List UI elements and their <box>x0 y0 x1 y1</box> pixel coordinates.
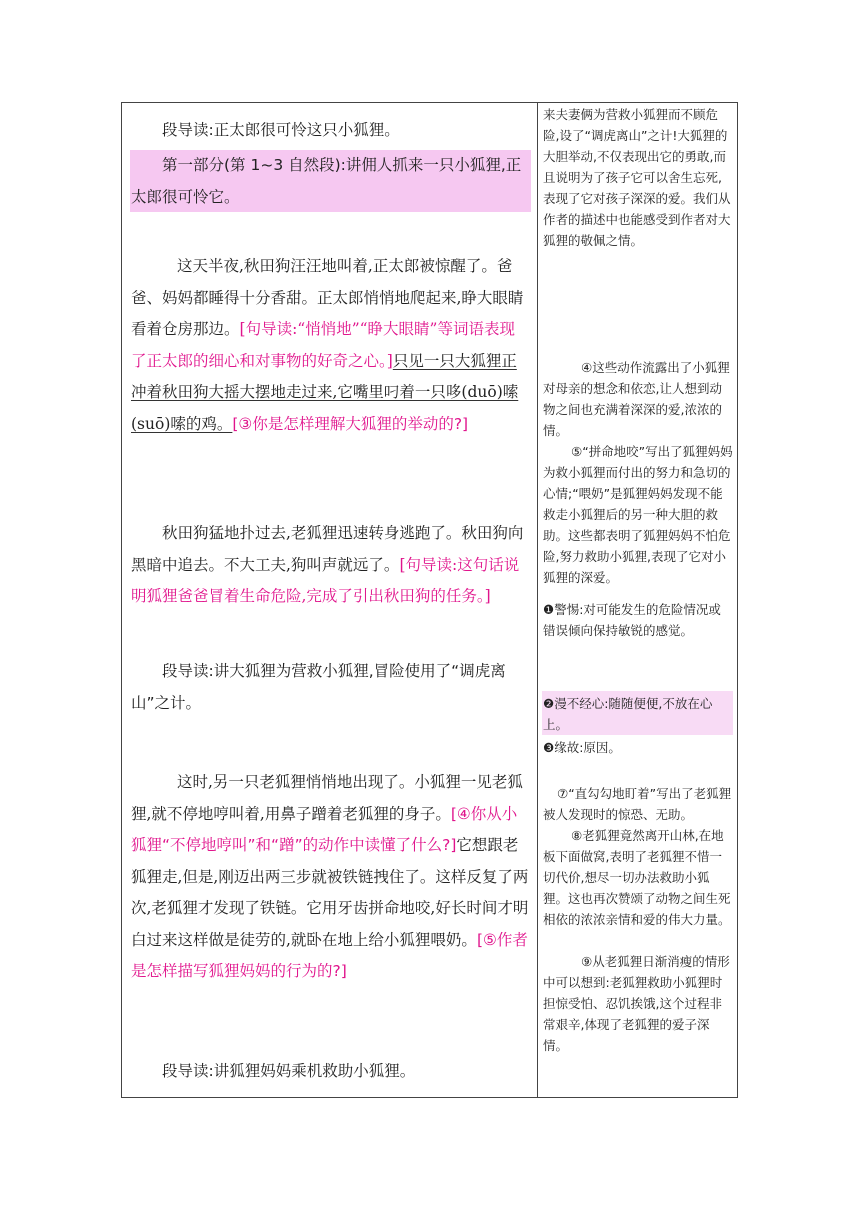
text-column <box>122 103 538 1097</box>
note-8-answer: ⑧老狐狸竟然离开山林,在地板下面做窝,表明了老狐狸不惜一切代价,想尽一切办法救助小狐狸。这也再次赞颂了动物之间生死相依的浓浓亲情和爱的伟大力量。 <box>543 828 731 927</box>
notes-column <box>538 103 737 1097</box>
guide-label: 段导读: <box>162 121 214 139</box>
note-3-answer: 来夫妻俩为营救小狐狸而不顾危险,设了“调虎离山”之计!大狐狸的大胆举动,不仅表现出它的勇敢,而且说明为了孩子它可以舍生忘死,表现了它对孩子深深的爱。我们从作者的描述中也能感受到作者对大狐狸的敬佩之情。 <box>543 107 731 248</box>
body-text: 这天半夜,秋田狗汪汪地叫着,正太郎被惊醒了。爸爸、妈妈都睡得十分香甜。正太郎悄悄地爬起来,睁大眼睛看着仓房那边。 <box>131 257 524 338</box>
note-4-answer: ④这些动作流露出了小狐狸对母亲的想念和依恋,让人想到动物之间也充满着深深的爱,浓浓的情。 <box>543 360 730 438</box>
question-3: [③你是怎样理解大狐狸的举动的?] <box>232 414 469 433</box>
body-text: 它想跟老狐狸走,但是,刚迈出两三步就被铁链拽住了。这样反复了两次,老狐狸才发现了铁链。它用牙齿拼命地咬,好长时间才明白过来这样做是徒劳的,就卧在地上给小狐狸喂奶。 <box>131 836 529 949</box>
paragraph-guide-2 <box>131 656 529 719</box>
question-5: [⑤作者是怎样描写狐狸妈妈的行为的?] <box>131 930 528 980</box>
vocab-note-3: ❸缘故:原因。 <box>543 740 621 755</box>
guide-text: 讲大狐狸为营救小狐狸,冒险使用了“调虎离山”之计。 <box>131 662 506 712</box>
sentence-guide: [句导读:“悄悄地”“睁大眼睛”等词语表现了正太郎的细心和对事物的好奇之心。] <box>131 320 515 370</box>
paragraph-4 <box>131 518 529 613</box>
paragraph-3 <box>131 251 529 440</box>
guide-label: 段导读: <box>162 662 214 680</box>
vocab-note-1: ❶警惕:对可能发生的危险情况或错误倾向保持敏锐的感觉。 <box>543 602 721 638</box>
note-7-answer: ⑦“直勾勾地盯着”写出了老狐狸被人发现时的惊恐、无助。 <box>543 786 732 822</box>
question-4: [④你从小狐狸“不停地哼叫”和“蹭”的动作中读懂了什么?] <box>131 804 518 854</box>
body-text: 这时,另一只老狐狸悄悄地出现了。小狐狸一见老狐狸,就不停地哼叫着,用鼻子蹭着老狐狸的身子。 <box>131 773 523 823</box>
body-text: 秋田狗猛地扑过去,老狐狸迅速转身逃跑了。秋田狗向黑暗中追去。不大工夫,狗叫声就远了。 <box>131 524 524 574</box>
guide-text: 讲狐狸妈妈乘机救助小狐狸。 <box>213 1062 416 1080</box>
underlined-text: 只见一只大狐狸正冲着秋田狗大摇大摆地走过来,它嘴里叼着一只哆(duō)嗦(suō)嗦的鸡。 <box>131 351 519 433</box>
note-9-answer: ⑨从老狐狸日渐消瘦的情形中可以想到:老狐狸救助小狐狸时担惊受怕、忍饥挨饿,这个过程非常艰辛,体现了老狐狸的爱子深情。 <box>543 954 730 1053</box>
sentence-guide: [句导读:这句话说明狐狸爸爸冒着生命危险,完成了引出秋田狗的任务。] <box>131 555 520 605</box>
paragraph-6 <box>131 767 529 988</box>
note-5-answer: ⑤“拼命地咬”写出了狐狸妈妈为救小狐狸而付出的努力和急切的心情;“喂奶”是狐狸妈妈发现不能救走小狐狸后的另一种大胆的救助。这些都表明了狐狸妈妈不怕危险,努力救助小狐狸,表现了它对小狐狸的深爱。 <box>543 444 733 585</box>
guide-label: 段导读: <box>162 1062 214 1080</box>
paragraph-guide-1 <box>131 115 529 147</box>
vocab-note-2: ❷漫不经心:随随便便,不放在心上。 <box>543 696 713 732</box>
annotation-table <box>121 102 738 1098</box>
paragraph-guide-3 <box>131 1056 529 1088</box>
guide-text: 正太郎很可怜这只小狐狸。 <box>213 121 400 139</box>
section-heading: 第一部分(第 1~3 自然段):讲佣人抓来一只小狐狸,正太郎很可怜它。 <box>131 156 522 206</box>
